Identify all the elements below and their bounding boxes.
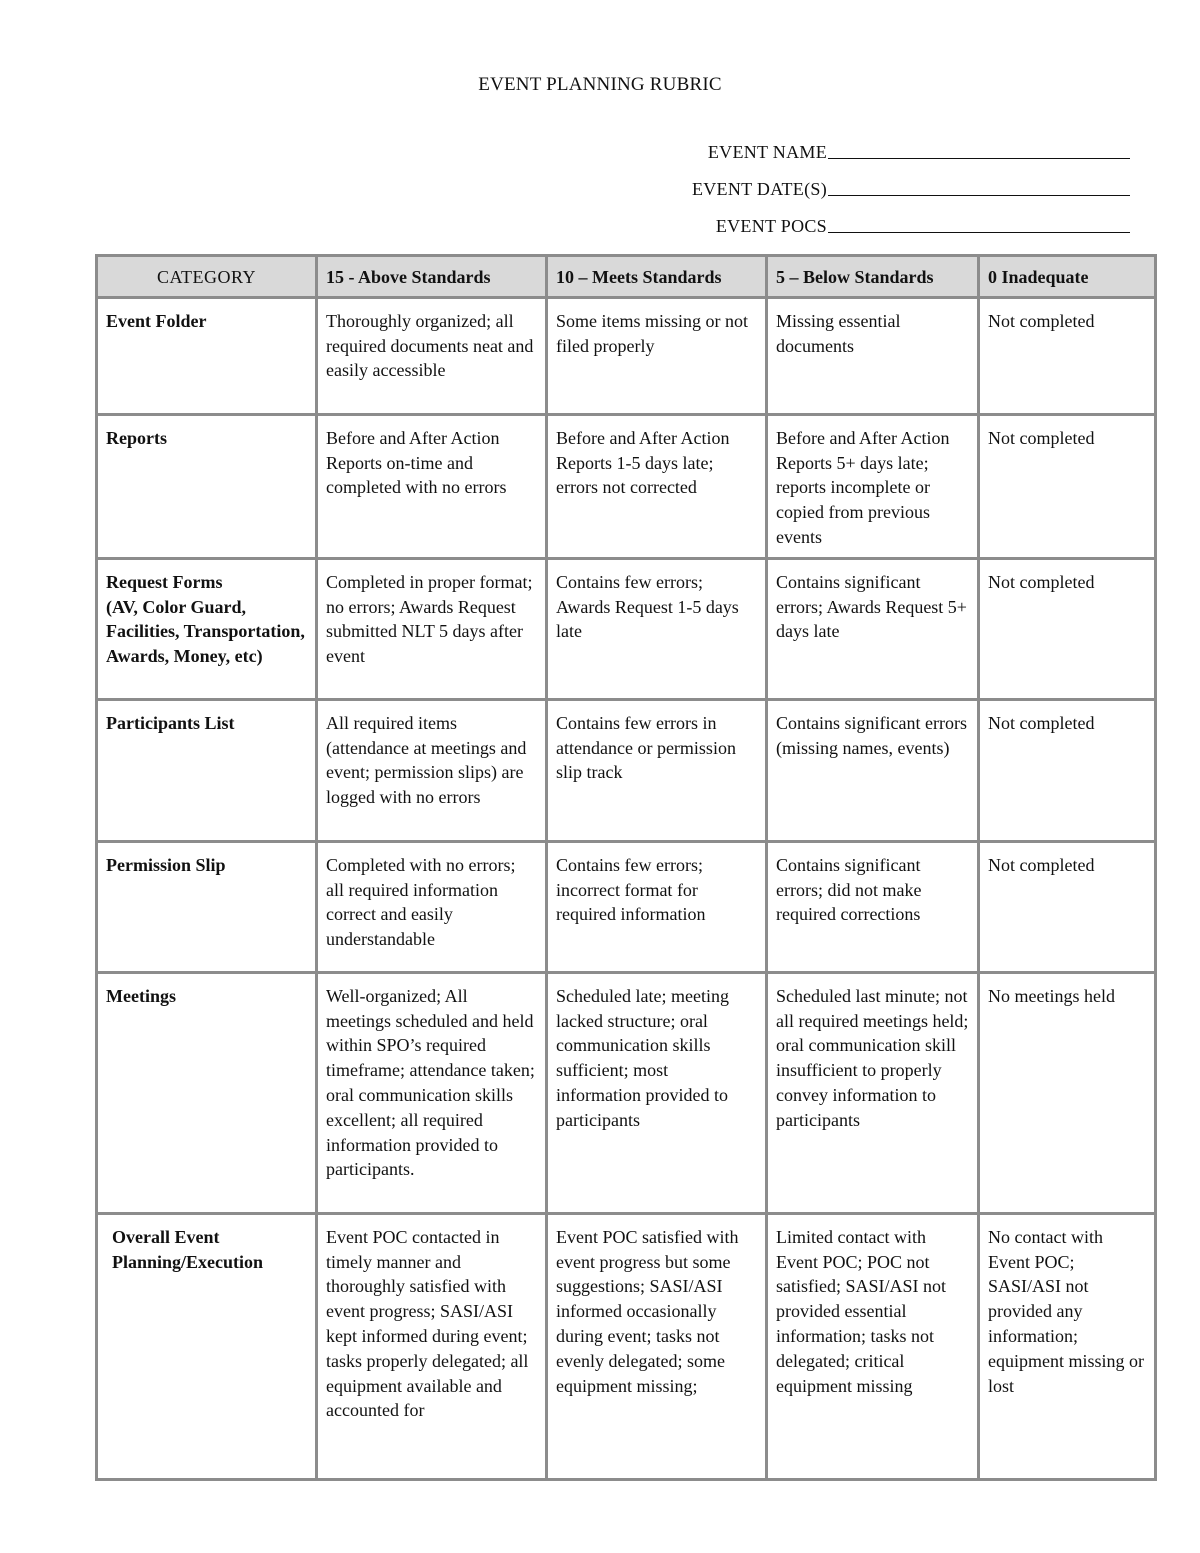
table-cell: No meetings held bbox=[979, 972, 1156, 1213]
table-cell: Scheduled late; meeting lacked structure; oral communication skills sufficient; most information provided to participants bbox=[547, 972, 767, 1213]
table-cell: Well-organized; All meetings scheduled and held within SPO’s required timeframe; attendance taken; oral communication skills excellent; all required information provided to participants. bbox=[317, 972, 547, 1213]
table-cell: Not completed bbox=[979, 841, 1156, 972]
table-cell: Not completed bbox=[979, 297, 1156, 414]
column-header-below-standards: 5 – Below Standards bbox=[767, 256, 979, 298]
table-cell: Thoroughly organized; all required documents neat and easily accessible bbox=[317, 297, 547, 414]
column-header-category: CATEGORY bbox=[97, 256, 317, 298]
category-cell: Meetings bbox=[97, 972, 317, 1213]
table-cell: Completed with no errors; all required information correct and easily understandable bbox=[317, 841, 547, 972]
table-row bbox=[97, 1213, 1156, 1479]
category-cell: Reports bbox=[97, 414, 317, 558]
event-pocs-label: EVENT POCS bbox=[715, 216, 827, 236]
table-cell: Contains few errors; incorrect format for required information bbox=[547, 841, 767, 972]
table-cell: Event POC contacted in timely manner and thoroughly satisfied with event progress; SASI/ASI kept informed during event; tasks properly delegated; all equipment available and accounted for bbox=[317, 1213, 547, 1479]
table-row bbox=[97, 558, 1156, 699]
event-name-field bbox=[610, 126, 1130, 163]
table-cell: Before and After Action Reports on-time and completed with no errors bbox=[317, 414, 547, 558]
table-cell: Not completed bbox=[979, 699, 1156, 841]
table-cell: Missing essential documents bbox=[767, 297, 979, 414]
event-name-label: EVENT NAME bbox=[707, 142, 827, 162]
table-cell: Some items missing or not filed properly bbox=[547, 297, 767, 414]
page-title: EVENT PLANNING RUBRIC bbox=[478, 74, 722, 95]
table-row bbox=[97, 414, 1156, 558]
table-row bbox=[97, 699, 1156, 841]
table-cell: Before and After Action Reports 5+ days late; reports incomplete or copied from previous events bbox=[767, 414, 979, 558]
table-row bbox=[97, 972, 1156, 1213]
table-cell: All required items (attendance at meetings and event; permission slips) are logged with no errors bbox=[317, 699, 547, 841]
category-cell: Participants List bbox=[97, 699, 317, 841]
table-cell: Contains significant errors; Awards Request 5+ days late bbox=[767, 558, 979, 699]
event-pocs-blank-line bbox=[828, 232, 1130, 233]
table-cell: Contains significant errors; did not make required corrections bbox=[767, 841, 979, 972]
column-header-above-standards: 15 - Above Standards bbox=[317, 256, 547, 298]
rubric-table bbox=[95, 254, 1157, 1481]
event-dates-blank-line bbox=[828, 195, 1130, 196]
table-cell: Completed in proper format; no errors; Awards Request submitted NLT 5 days after event bbox=[317, 558, 547, 699]
table-cell: Not completed bbox=[979, 414, 1156, 558]
column-header-meets-standards: 10 – Meets Standards bbox=[547, 256, 767, 298]
event-dates-field bbox=[610, 163, 1130, 200]
table-cell: No contact with Event POC; SASI/ASI not provided any information; equipment missing or lost bbox=[979, 1213, 1156, 1479]
table-cell: Contains few errors in attendance or permission slip track bbox=[547, 699, 767, 841]
event-dates-label: EVENT DATE(S) bbox=[691, 179, 827, 199]
event-name-blank-line bbox=[828, 158, 1130, 159]
category-cell: Permission Slip bbox=[97, 841, 317, 972]
table-cell: Event POC satisfied with event progress but some suggestions; SASI/ASI informed occasionally during event; tasks not evenly delegated; some equipment missing; bbox=[547, 1213, 767, 1479]
header-row bbox=[97, 256, 1156, 298]
event-pocs-field bbox=[610, 200, 1130, 237]
category-cell: Event Folder bbox=[97, 297, 317, 414]
table-cell: Not completed bbox=[979, 558, 1156, 699]
table-row bbox=[97, 297, 1156, 414]
column-header-inadequate: 0 Inadequate bbox=[979, 256, 1156, 298]
table-row bbox=[97, 841, 1156, 972]
table-cell: Scheduled last minute; not all required meetings held; oral communication skill insufficient to properly convey information to participants bbox=[767, 972, 979, 1213]
table-cell: Contains significant errors (missing names, events) bbox=[767, 699, 979, 841]
table-cell: Before and After Action Reports 1-5 days late; errors not corrected bbox=[547, 414, 767, 558]
category-cell: Request Forms (AV, Color Guard, Facilities, Transportation, Awards, Money, etc) bbox=[97, 558, 317, 699]
event-info-fields bbox=[610, 126, 1130, 237]
table-cell: Contains few errors; Awards Request 1-5 days late bbox=[547, 558, 767, 699]
table-cell: Limited contact with Event POC; POC not satisfied; SASI/ASI not provided essential information; tasks not delegated; critical equipment missing bbox=[767, 1213, 979, 1479]
category-cell: Overall Event Planning/Execution bbox=[97, 1213, 317, 1479]
